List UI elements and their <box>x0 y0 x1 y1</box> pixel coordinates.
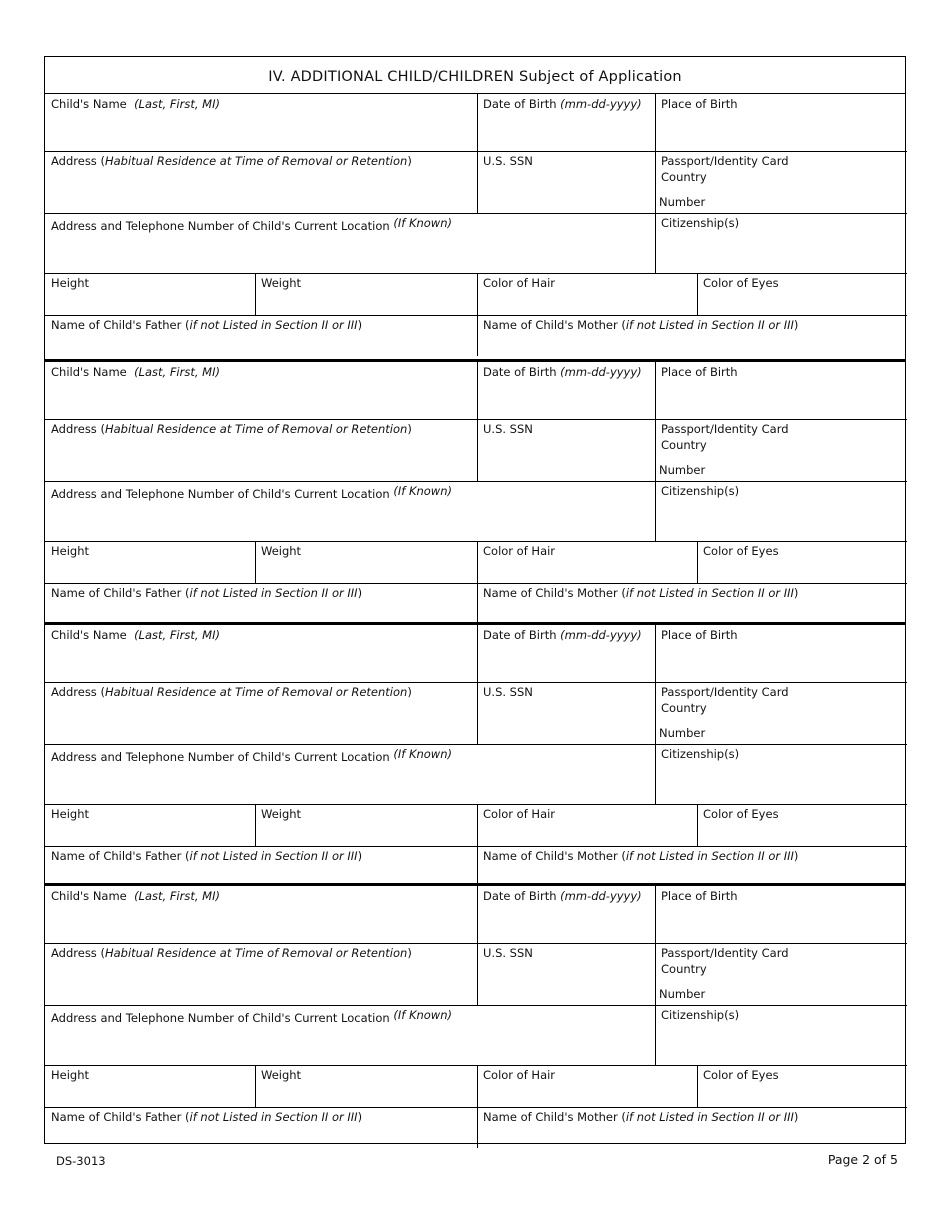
dob-field[interactable]: Date of Birth (mm-dd-yyyy) <box>483 889 642 903</box>
divider <box>477 273 478 356</box>
passport-field[interactable]: Passport/Identity Card Country Number <box>659 685 789 740</box>
divider <box>45 943 907 944</box>
current-location-field[interactable]: Address and Telephone Number of Child's Current Location (If Known) <box>51 484 452 501</box>
divider <box>655 886 656 1065</box>
divider <box>255 273 256 315</box>
mother-name-field[interactable]: Name of Child's Mother (if not Listed in Section II or III) <box>483 1110 799 1124</box>
divider <box>255 1065 256 1107</box>
divider <box>655 362 656 541</box>
child-block <box>45 883 905 1145</box>
passport-field[interactable]: Passport/Identity Card Country Number <box>659 422 789 477</box>
height-field[interactable]: Height <box>51 807 90 821</box>
divider <box>477 886 478 1005</box>
divider <box>45 1005 907 1006</box>
divider <box>45 1065 907 1066</box>
current-location-field[interactable]: Address and Telephone Number of Child's Current Location (If Known) <box>51 216 452 233</box>
child-block <box>45 622 905 884</box>
section-title: IV. ADDITIONAL CHILD/CHILDREN Subject of Application <box>45 57 905 94</box>
divider <box>477 94 478 213</box>
childs-name-field[interactable]: Child's Name (Last, First, MI) <box>51 628 220 642</box>
dob-field[interactable]: Date of Birth (mm-dd-yyyy) <box>483 628 642 642</box>
divider <box>45 846 907 847</box>
father-name-field[interactable]: Name of Child's Father (if not Listed in Section II or III) <box>51 318 363 332</box>
page-number: Page 2 of 5 <box>827 1152 898 1167</box>
hair-color-field[interactable]: Color of Hair <box>483 544 556 558</box>
divider <box>45 273 907 274</box>
weight-field[interactable]: Weight <box>261 276 302 290</box>
divider <box>45 419 907 420</box>
passport-field[interactable]: Passport/Identity Card Country Number <box>659 946 789 1001</box>
ssn-field[interactable]: U.S. SSN <box>483 154 533 168</box>
divider <box>45 151 907 152</box>
divider <box>45 583 907 584</box>
divider <box>477 804 478 887</box>
current-location-field[interactable]: Address and Telephone Number of Child's Current Location (If Known) <box>51 1008 452 1025</box>
hair-color-field[interactable]: Color of Hair <box>483 276 556 290</box>
current-location-field[interactable]: Address and Telephone Number of Child's Current Location (If Known) <box>51 747 452 764</box>
ssn-field[interactable]: U.S. SSN <box>483 946 533 960</box>
divider <box>697 541 698 583</box>
childs-name-field[interactable]: Child's Name (Last, First, MI) <box>51 889 220 903</box>
hair-color-field[interactable]: Color of Hair <box>483 807 556 821</box>
childs-name-field[interactable]: Child's Name (Last, First, MI) <box>51 365 220 379</box>
eye-color-field[interactable]: Color of Eyes <box>703 807 779 821</box>
hair-color-field[interactable]: Color of Hair <box>483 1068 556 1082</box>
divider <box>45 481 907 482</box>
divider <box>697 804 698 846</box>
divider <box>477 362 478 481</box>
weight-field[interactable]: Weight <box>261 1068 302 1082</box>
divider <box>45 744 907 745</box>
divider <box>477 625 478 744</box>
childs-name-field[interactable]: Child's Name (Last, First, MI) <box>51 97 220 111</box>
divider <box>655 625 656 804</box>
citizenship-field[interactable]: Citizenship(s) <box>661 747 740 761</box>
dob-field[interactable]: Date of Birth (mm-dd-yyyy) <box>483 97 642 111</box>
place-of-birth-field[interactable]: Place of Birth <box>661 97 738 111</box>
divider <box>45 213 907 214</box>
divider <box>45 804 907 805</box>
child-block <box>45 359 905 621</box>
weight-field[interactable]: Weight <box>261 807 302 821</box>
citizenship-field[interactable]: Citizenship(s) <box>661 216 740 230</box>
height-field[interactable]: Height <box>51 544 90 558</box>
dob-field[interactable]: Date of Birth (mm-dd-yyyy) <box>483 365 642 379</box>
height-field[interactable]: Height <box>51 276 90 290</box>
child-block <box>45 94 905 356</box>
place-of-birth-field[interactable]: Place of Birth <box>661 889 738 903</box>
divider <box>697 1065 698 1107</box>
divider <box>45 315 907 316</box>
address-field[interactable]: Address (Habitual Residence at Time of Removal or Retention) <box>51 422 412 436</box>
divider <box>477 541 478 624</box>
passport-field[interactable]: Passport/Identity Card Country Number <box>659 154 789 209</box>
divider <box>655 94 656 273</box>
citizenship-field[interactable]: Citizenship(s) <box>661 1008 740 1022</box>
place-of-birth-field[interactable]: Place of Birth <box>661 365 738 379</box>
child-form <box>44 56 906 1144</box>
divider <box>477 1065 478 1148</box>
place-of-birth-field[interactable]: Place of Birth <box>661 628 738 642</box>
ssn-field[interactable]: U.S. SSN <box>483 422 533 436</box>
father-name-field[interactable]: Name of Child's Father (if not Listed in Section II or III) <box>51 586 363 600</box>
height-field[interactable]: Height <box>51 1068 90 1082</box>
address-field[interactable]: Address (Habitual Residence at Time of Removal or Retention) <box>51 154 412 168</box>
ssn-field[interactable]: U.S. SSN <box>483 685 533 699</box>
eye-color-field[interactable]: Color of Eyes <box>703 544 779 558</box>
divider <box>255 541 256 583</box>
weight-field[interactable]: Weight <box>261 544 302 558</box>
address-field[interactable]: Address (Habitual Residence at Time of Removal or Retention) <box>51 946 412 960</box>
divider <box>45 1107 907 1108</box>
divider <box>45 541 907 542</box>
father-name-field[interactable]: Name of Child's Father (if not Listed in Section II or III) <box>51 849 363 863</box>
mother-name-field[interactable]: Name of Child's Mother (if not Listed in Section II or III) <box>483 318 799 332</box>
eye-color-field[interactable]: Color of Eyes <box>703 276 779 290</box>
divider <box>255 804 256 846</box>
divider <box>697 273 698 315</box>
divider <box>45 682 907 683</box>
eye-color-field[interactable]: Color of Eyes <box>703 1068 779 1082</box>
mother-name-field[interactable]: Name of Child's Mother (if not Listed in Section II or III) <box>483 849 799 863</box>
citizenship-field[interactable]: Citizenship(s) <box>661 484 740 498</box>
father-name-field[interactable]: Name of Child's Father (if not Listed in Section II or III) <box>51 1110 363 1124</box>
address-field[interactable]: Address (Habitual Residence at Time of Removal or Retention) <box>51 685 412 699</box>
mother-name-field[interactable]: Name of Child's Mother (if not Listed in Section II or III) <box>483 586 799 600</box>
form-id: DS-3013 <box>56 1154 106 1168</box>
